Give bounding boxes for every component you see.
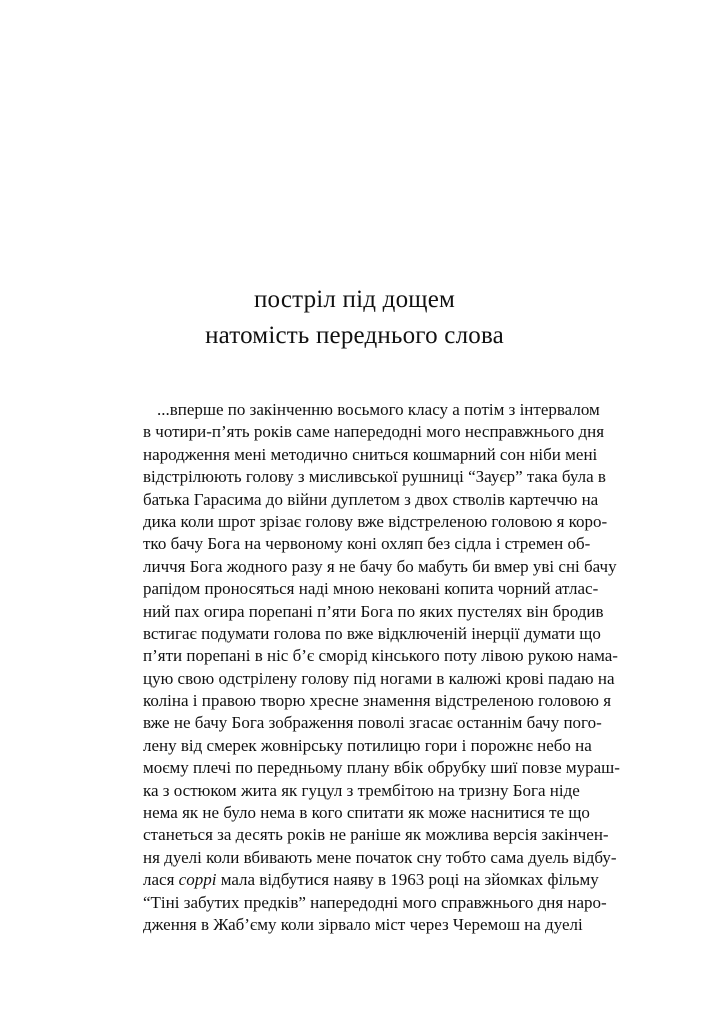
text-line: тко бачу Бога на червоному коні охляп без сідла і стремен об- — [143, 534, 591, 554]
text-line: ...вперше по закінченню восьмого класу а потім з інтервалом — [157, 400, 600, 419]
text-line: дика коли шрот зрізає голову вже відстреленою головою я коро- — [143, 511, 608, 531]
text-line: народження мені методично сниться кошмарний сон ніби мені — [143, 444, 598, 464]
body-text — [143, 399, 620, 934]
text-line: ня дуелі коли вбивають мене початок сну тобто сама дуель відбу- — [143, 847, 617, 867]
text-line: станеться за десять років не раніше як можлива версія закінчен- — [143, 825, 609, 845]
text-line: “Тіні забутих предків” напередодні мого справжнього дня наро- — [143, 892, 607, 912]
text-line: вже не бачу Бога зображення поволі згасає останнім бачу пого- — [143, 713, 602, 733]
text-line: ка з остюком жита як гуцул з трембітою на тризну Бога ніде — [143, 780, 580, 800]
text-line: відстрілюють голову з мисливської рушниці “Зауєр” така була в — [143, 467, 606, 487]
text-line: ний пах огира порепані п’яти Бога по яких пустелях він бродив — [143, 601, 604, 621]
text-line: нема як не було нема в кого спитати як може наснитися те що — [143, 803, 590, 823]
text-line: личчя Бога жодного разу я не бачу бо мабуть би вмер уві сні бачу — [143, 556, 617, 576]
italic-word: coppi — [178, 870, 217, 890]
text-line-with-italic — [143, 869, 599, 891]
text-line: рапідом проносяться наді мною нековані копита чорний атлас- — [143, 579, 599, 599]
text-line: встигає подумати голова по вже відключеній інерції думати що — [143, 623, 601, 643]
text-line: в чотири-п’ять років саме напередодні мого несправжнього дня — [143, 422, 605, 442]
text-segment: мала відбутися наяву в 1963 році на зйомках фільму — [216, 870, 599, 890]
text-line: п’яти порепані в ніс б’є сморід кінського поту лівою рукою нама- — [143, 646, 618, 666]
chapter-title-line-2: натомість переднього слова — [205, 322, 504, 349]
text-line: коліна і правою творю хресне знамення відстреленою головою я — [143, 691, 612, 711]
chapter-title — [0, 282, 709, 354]
text-line: цую свою одстрілену голову під ногами в калюжі крові падаю на — [143, 668, 615, 688]
text-line: лену від смерек жовнірську потилицю гори і порожнє небо на — [143, 735, 592, 755]
text-line: батька Гарасима до війни дуплетом з двох стволів картеччю на — [143, 489, 599, 509]
text-line: дження в Жаб’єму коли зірвало міст через Черемош на дуелі — [143, 914, 583, 934]
chapter-title-line-1: постріл під дощем — [253, 286, 456, 313]
text-line: моєму плечі по передньому плану вбік обрубку шиї повзе мураш- — [143, 758, 620, 778]
text-segment: лася — [143, 870, 179, 890]
